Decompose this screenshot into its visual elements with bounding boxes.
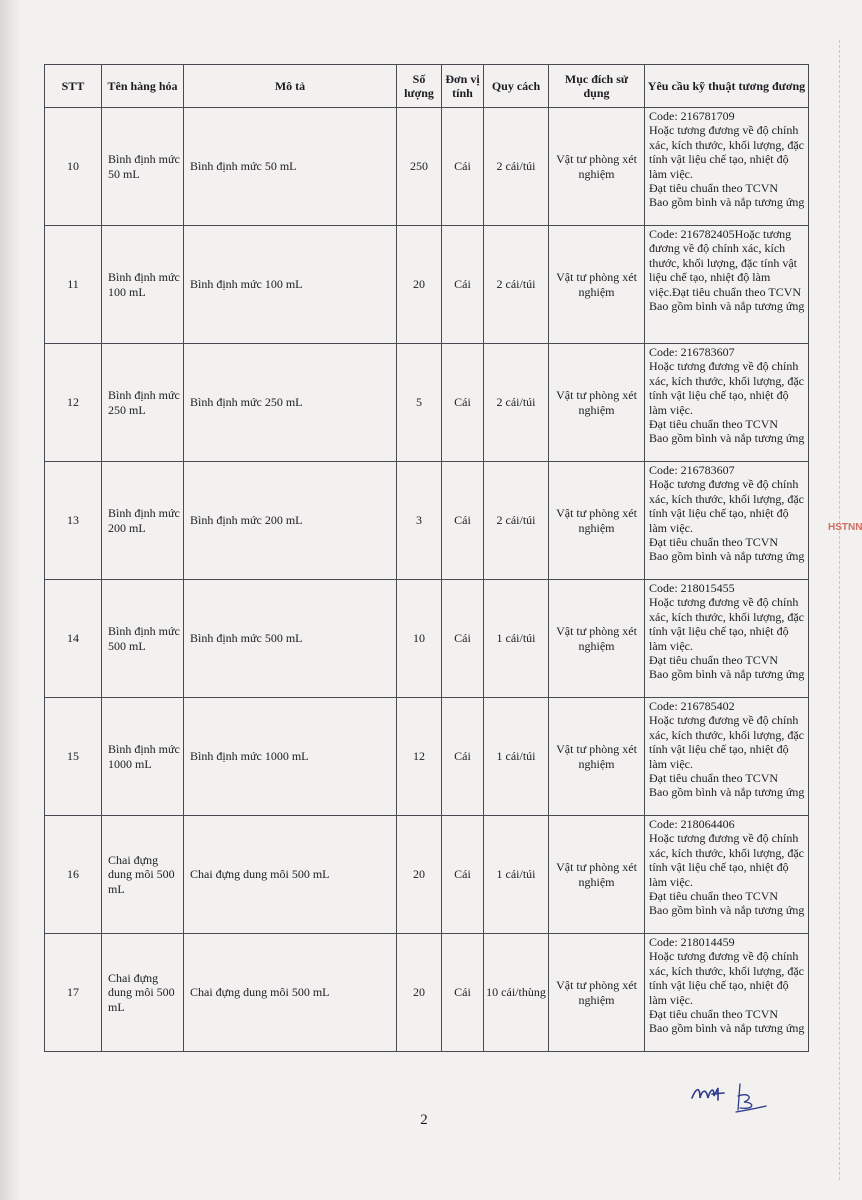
requirement-line: Hoặc tương đương về độ chính xác, kích thước, khối lượng, đặc tính vật liệu chế tạo, nhiệt độ làm việc. <box>649 477 804 535</box>
row-spec: 10 cái/thùng <box>484 934 549 1052</box>
row-purpose: Vật tư phòng xét nghiệm <box>549 462 645 580</box>
requirement-line: Bao gồm bình và nắp tương ứng <box>649 431 805 446</box>
row-spec: 2 cái/túi <box>484 462 549 580</box>
requirement-line: Bao gồm bình và nắp tương ứng <box>649 1021 805 1036</box>
row-description: Bình định mức 200 mL <box>184 462 397 580</box>
requirement-line: Đạt tiêu chuẩn theo TCVN <box>649 652 779 667</box>
row-description: Bình định mức 1000 mL <box>184 698 397 816</box>
row-description: Bình định mức 250 mL <box>184 344 397 462</box>
requirement-line: Hoặc tương đương về độ chính xác, kích thước, khối lượng, đặc tính vật liệu chế tạo, nhiệt độ làm việc. <box>649 713 804 771</box>
table-row <box>45 816 809 934</box>
row-name: Bình định mức 500 mL <box>102 580 184 698</box>
row-quantity: 250 <box>397 108 442 226</box>
requirement-line: Đạt tiêu chuẩn theo TCVN <box>649 1006 779 1021</box>
row-description: Bình định mức 500 mL <box>184 580 397 698</box>
row-name: Bình định mức 250 mL <box>102 344 184 462</box>
header-unit: Đơn vị tính <box>442 65 484 108</box>
row-purpose: Vật tư phòng xét nghiệm <box>549 344 645 462</box>
goods-table <box>44 64 809 1052</box>
row-name: Bình định mức 100 mL <box>102 226 184 344</box>
row-purpose: Vật tư phòng xét nghiệm <box>549 698 645 816</box>
requirement-line: Bao gồm bình và nắp tương ứng <box>649 903 805 918</box>
header-description: Mô tả <box>184 65 397 108</box>
requirement-line: Hoặc tương đương về độ chính xác, kích thước, khối lượng, đặc tính vật liệu chế tạo, nhiệt độ làm việc. <box>649 831 804 889</box>
requirement-line: Code: 216783607 <box>649 463 735 477</box>
row-stt: 14 <box>45 580 102 698</box>
header-purpose: Mục đích sử dụng <box>549 65 645 108</box>
row-spec: 2 cái/túi <box>484 108 549 226</box>
table-header-row <box>45 65 809 108</box>
row-purpose: Vật tư phòng xét nghiệm <box>549 934 645 1052</box>
row-stt: 16 <box>45 816 102 934</box>
requirement-line: Đạt tiêu chuẩn theo TCVN <box>649 416 779 431</box>
row-requirements <box>645 226 809 344</box>
scan-page-edge <box>0 0 20 1200</box>
row-name: Chai đựng dung môi 500 mL <box>102 816 184 934</box>
row-unit: Cái <box>442 108 484 226</box>
row-stt: 10 <box>45 108 102 226</box>
row-spec: 1 cái/túi <box>484 580 549 698</box>
row-unit: Cái <box>442 462 484 580</box>
table-body <box>45 108 809 1052</box>
requirement-line: Đạt tiêu chuẩn theo TCVN <box>649 534 779 549</box>
table-row <box>45 344 809 462</box>
requirement-line: Bao gồm bình và nắp tương ứng <box>649 298 805 313</box>
row-stt: 17 <box>45 934 102 1052</box>
row-requirements <box>645 698 809 816</box>
row-quantity: 10 <box>397 580 442 698</box>
row-description: Chai đựng dung môi 500 mL <box>184 934 397 1052</box>
requirement-line: Code: 218014459 <box>649 935 735 949</box>
row-requirements <box>645 462 809 580</box>
row-description: Bình định mức 50 mL <box>184 108 397 226</box>
requirement-line: Code: 216785402 <box>649 699 735 713</box>
row-stt: 12 <box>45 344 102 462</box>
red-stamp-fragment: HSTNN <box>828 522 862 533</box>
table-row <box>45 580 809 698</box>
table-row <box>45 934 809 1052</box>
row-requirements <box>645 934 809 1052</box>
header-quantity: Số lượng <box>397 65 442 108</box>
row-requirements <box>645 344 809 462</box>
requirement-line: Code: 216781709 <box>649 109 735 123</box>
requirement-line: Bao gồm bình và nắp tương ứng <box>649 549 805 564</box>
row-unit: Cái <box>442 580 484 698</box>
row-name: Bình định mức 1000 mL <box>102 698 184 816</box>
row-stt: 11 <box>45 226 102 344</box>
row-quantity: 20 <box>397 934 442 1052</box>
requirement-line: Đạt tiêu chuẩn theo TCVN <box>649 888 779 903</box>
requirement-line: Hoặc tương đương về độ chính xác, kích thước, khối lượng, đặc tính vật liệu chế tạo, nhiệt độ làm việc. <box>649 595 804 653</box>
row-requirements <box>645 580 809 698</box>
row-unit: Cái <box>442 816 484 934</box>
row-purpose: Vật tư phòng xét nghiệm <box>549 816 645 934</box>
requirement-line: Bao gồm bình và nắp tương ứng <box>649 195 805 210</box>
row-quantity: 3 <box>397 462 442 580</box>
requirement-line: Code: 216783607 <box>649 345 735 359</box>
header-name: Tên hàng hóa <box>102 65 184 108</box>
row-quantity: 20 <box>397 226 442 344</box>
row-purpose: Vật tư phòng xét nghiệm <box>549 226 645 344</box>
row-unit: Cái <box>442 226 484 344</box>
table-row <box>45 462 809 580</box>
header-requirements: Yêu cầu kỹ thuật tương đương <box>645 65 809 108</box>
requirement-line: Hoặc tương đương về độ chính xác, kích thước, khối lượng, đặc tính vật liệu chế tạo, nhiệt độ làm việc. <box>649 949 804 1007</box>
handwritten-signature <box>688 1076 768 1116</box>
requirement-line: Code: 216782405Hoặc tương đương về độ chính xác, kích thước, khối lượng, đặc tính vật liệu chế tạo, nhiệt độ làm việc.Đạt tiêu chuẩn theo TCVN <box>649 227 802 299</box>
row-description: Chai đựng dung môi 500 mL <box>184 816 397 934</box>
row-quantity: 12 <box>397 698 442 816</box>
row-purpose: Vật tư phòng xét nghiệm <box>549 108 645 226</box>
requirement-line: Code: 218064406 <box>649 817 735 831</box>
table-row <box>45 108 809 226</box>
row-spec: 1 cái/túi <box>484 698 549 816</box>
row-spec: 2 cái/túi <box>484 226 549 344</box>
row-quantity: 5 <box>397 344 442 462</box>
table-row <box>45 226 809 344</box>
row-spec: 2 cái/túi <box>484 344 549 462</box>
requirement-line: Bao gồm bình và nắp tương ứng <box>649 785 805 800</box>
requirement-line: Hoặc tương đương về độ chính xác, kích thước, khối lượng, đặc tính vật liệu chế tạo, nhiệt độ làm việc. <box>649 359 804 417</box>
row-stt: 13 <box>45 462 102 580</box>
header-stt: STT <box>45 65 102 108</box>
row-stt: 15 <box>45 698 102 816</box>
row-name: Bình định mức 200 mL <box>102 462 184 580</box>
requirement-line: Đạt tiêu chuẩn theo TCVN <box>649 770 779 785</box>
header-spec: Quy cách <box>484 65 549 108</box>
row-unit: Cái <box>442 934 484 1052</box>
table-row <box>45 698 809 816</box>
row-requirements <box>645 108 809 226</box>
row-unit: Cái <box>442 344 484 462</box>
requirement-line: Bao gồm bình và nắp tương ứng <box>649 667 805 682</box>
row-spec: 1 cái/túi <box>484 816 549 934</box>
row-name: Bình định mức 50 mL <box>102 108 184 226</box>
row-requirements <box>645 816 809 934</box>
requirement-line: Đạt tiêu chuẩn theo TCVN <box>649 180 779 195</box>
row-unit: Cái <box>442 698 484 816</box>
row-purpose: Vật tư phòng xét nghiệm <box>549 580 645 698</box>
requirement-line: Code: 218015455 <box>649 581 735 595</box>
page-number: 2 <box>420 1112 428 1128</box>
row-quantity: 20 <box>397 816 442 934</box>
row-name: Chai đựng dung môi 500 mL <box>102 934 184 1052</box>
requirement-line: Hoặc tương đương về độ chính xác, kích thước, khối lượng, đặc tính vật liệu chế tạo, nhiệt độ làm việc. <box>649 123 804 181</box>
row-description: Bình định mức 100 mL <box>184 226 397 344</box>
